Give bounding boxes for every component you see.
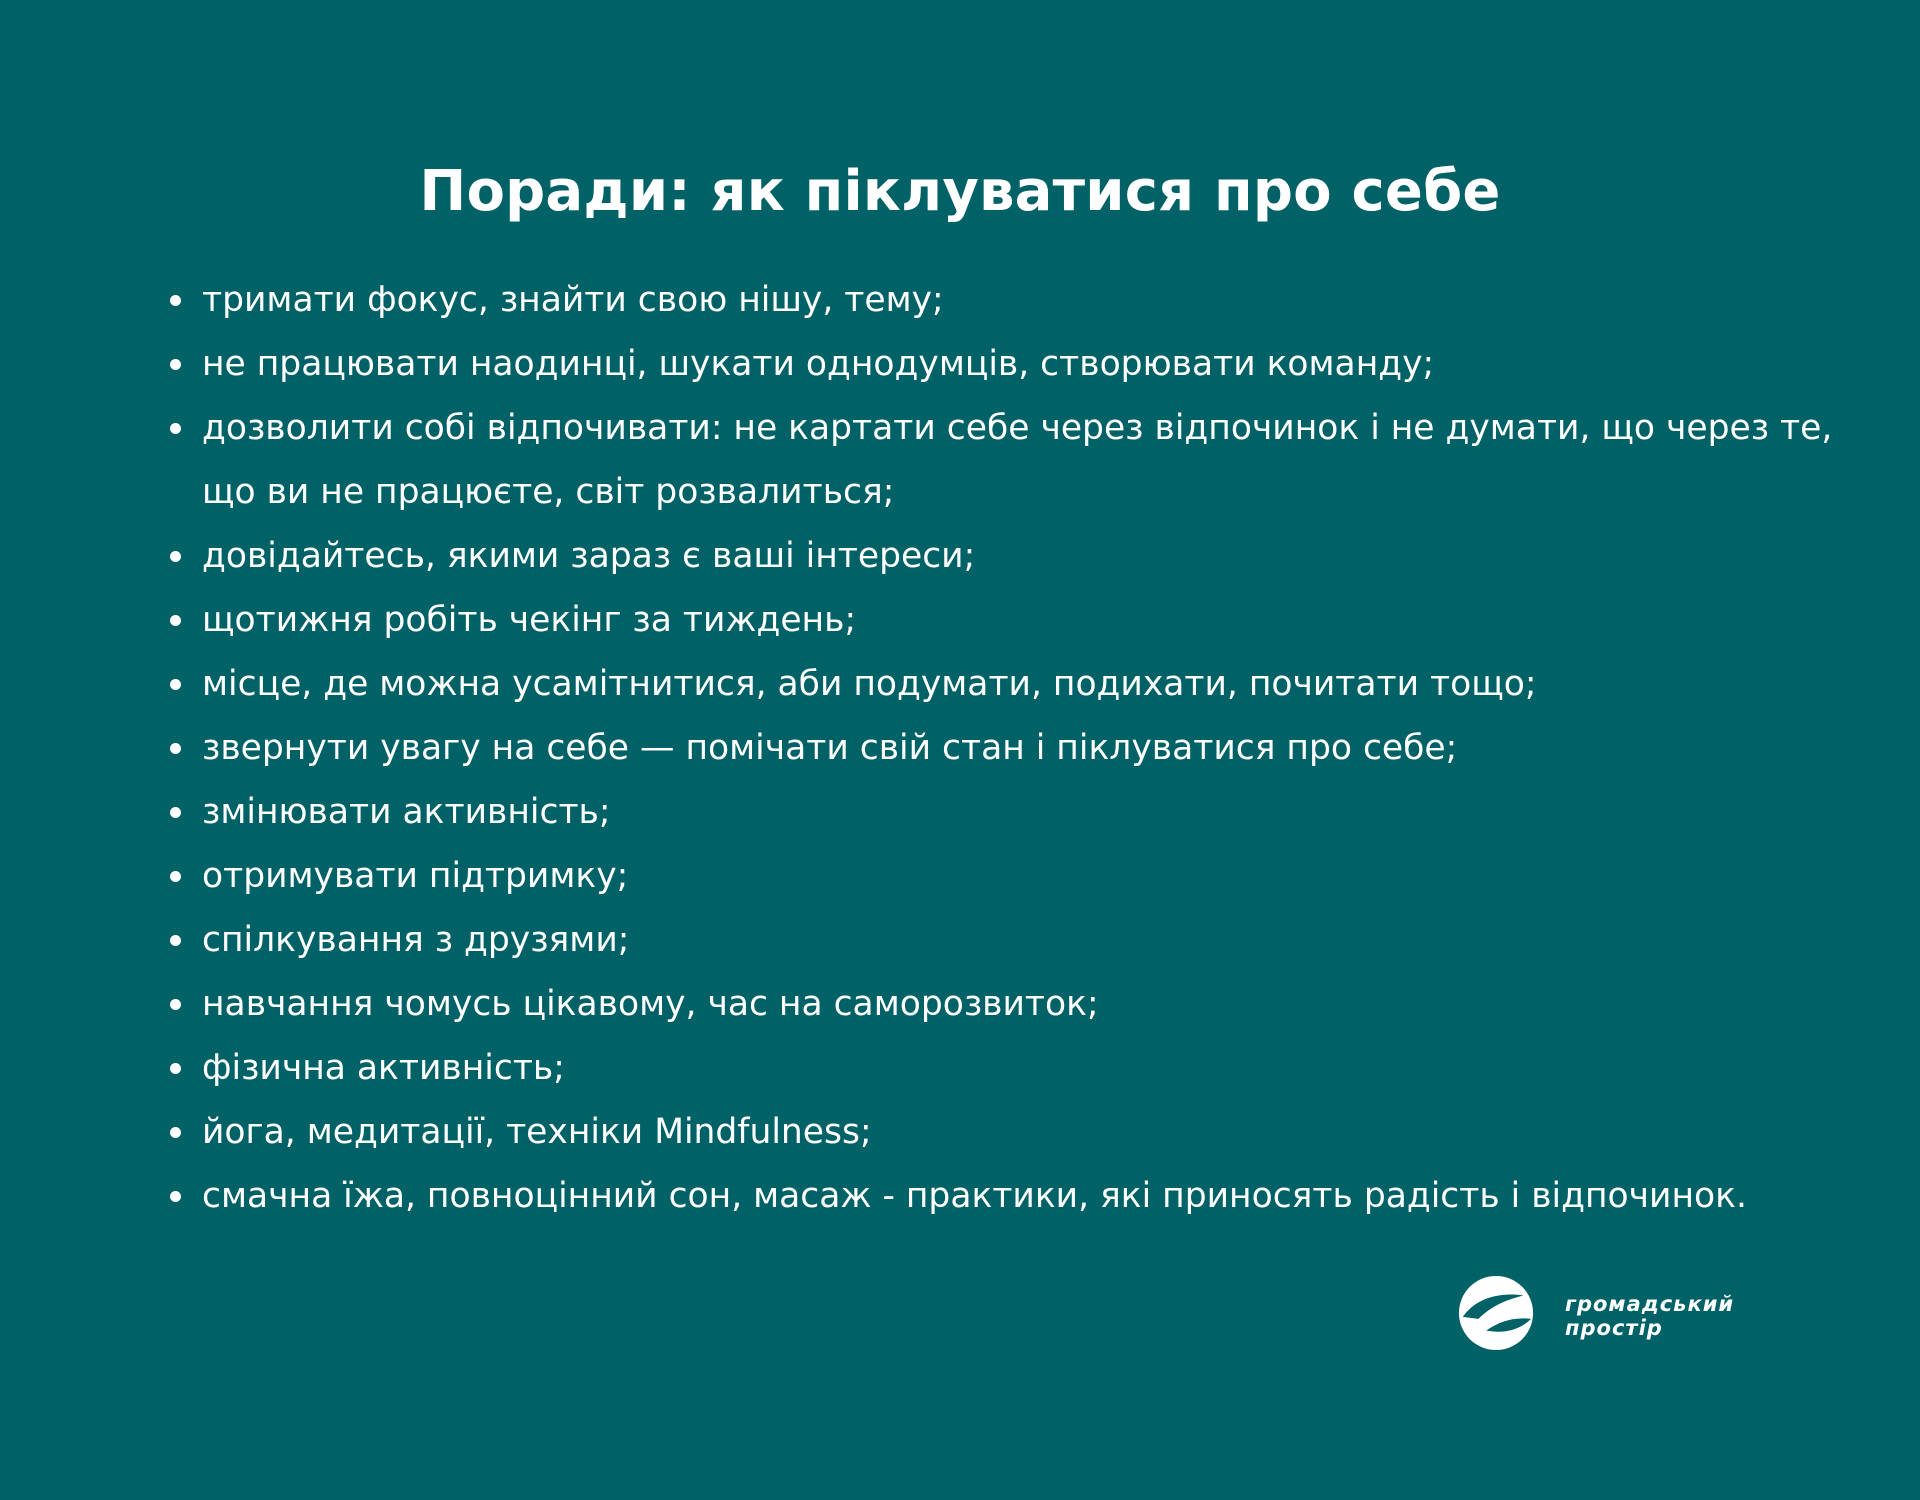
list-item: довідайтесь, якими зараз є ваші інтереси; (202, 524, 1842, 588)
brand-logo (1457, 1274, 1777, 1354)
list-item: місце, де можна усамітнитися, аби подумати, подихати, почитати тощо; (202, 652, 1842, 716)
list-item: смачна їжа, повноцінний сон, масаж - практики, які приносять радість і відпочинок. (202, 1164, 1842, 1228)
logo-line-2: простір (1565, 1316, 1663, 1340)
list-item: тримати фокус, знайти свою нішу, тему; (202, 268, 1842, 332)
list-item: дозволити собі відпочивати: не картати себе через відпочинок і не думати, що через те, що ви не працюєте, світ розвалиться; (202, 396, 1842, 524)
tips-list (169, 268, 1842, 1228)
page-title: Поради: як піклуватися про себе (419, 159, 1501, 224)
list-item: не працювати наодинці, шукати однодумців, створювати команду; (202, 332, 1842, 396)
list-item: йога, медитації, техніки Mindfulness; (202, 1100, 1842, 1164)
list-item: щотижня робіть чекінг за тиждень; (202, 588, 1842, 652)
logo-wordmark (1565, 1292, 1734, 1340)
gromadskyi-prostir-logo-icon (1457, 1274, 1535, 1352)
logo-line-1: громадський (1565, 1292, 1735, 1316)
list-item: спілкування з друзями; (202, 908, 1842, 972)
list-item: фізична активність; (202, 1036, 1842, 1100)
list-item: звернути увагу на себе — помічати свій стан і піклуватися про себе; (202, 716, 1842, 780)
list-item: змінювати активність; (202, 780, 1842, 844)
list-item: навчання чомусь цікавому, час на саморозвиток; (202, 972, 1842, 1036)
list-item: отримувати підтримку; (202, 844, 1842, 908)
